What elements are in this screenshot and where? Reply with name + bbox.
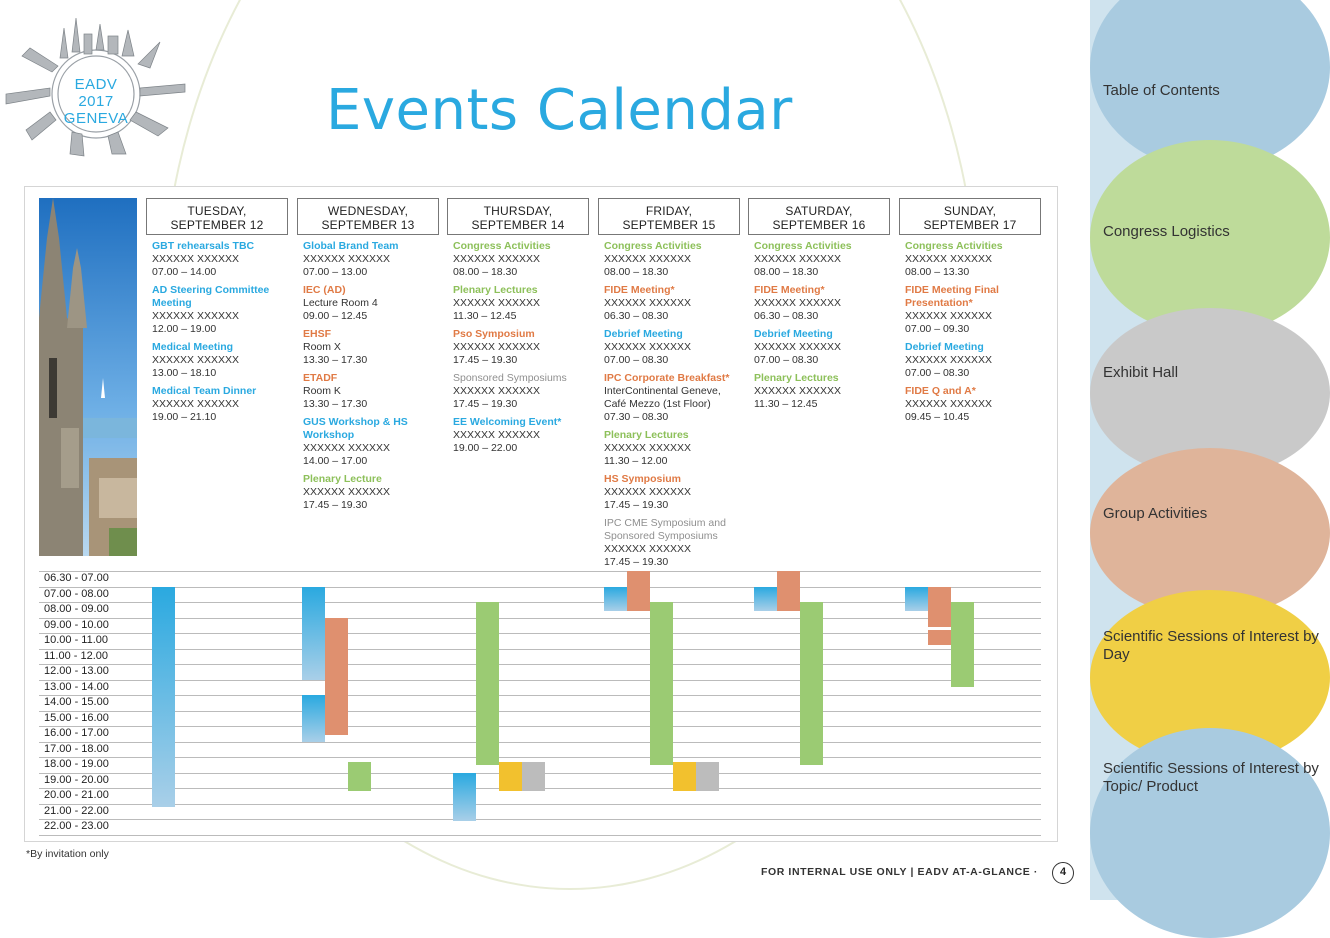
event-item xyxy=(152,240,294,279)
schedule-bar-green xyxy=(951,602,974,687)
event-title: EE Welcoming Event* xyxy=(453,416,562,428)
day-header-friday: FRIDAY, SEPTEMBER 15 xyxy=(598,198,740,235)
schedule-bar-blue xyxy=(152,587,175,807)
tab-congress-logistics[interactable] xyxy=(1090,140,1330,335)
event-item xyxy=(453,372,595,411)
event-title: AD Steering Committee Meeting xyxy=(152,284,270,309)
grid-line xyxy=(39,633,1041,634)
event-item xyxy=(303,284,445,323)
event-title: HS Symposium xyxy=(604,473,682,485)
event-detail: 08.00 – 18.30 xyxy=(453,266,518,278)
time-slot-label: 08.00 - 09.00 xyxy=(44,603,109,615)
time-slot-label: 06.30 - 07.00 xyxy=(44,572,109,584)
grid-line xyxy=(39,804,1041,805)
grid-line xyxy=(39,571,1041,572)
event-item xyxy=(905,284,1047,336)
event-detail: Café Mezzo (1st Floor) xyxy=(604,398,711,410)
event-detail: XXXXXX XXXXXX xyxy=(303,253,390,265)
time-slot-label: 19.00 - 20.00 xyxy=(44,773,109,786)
time-slot-label: 20.00 - 21.00 xyxy=(44,789,109,801)
event-title: FIDE Q and A* xyxy=(905,385,976,397)
grid-line xyxy=(39,819,1041,820)
tab-label: Scientific Sessions of Interest by Topic/ Product xyxy=(1103,760,1319,795)
day-events-saturday xyxy=(754,240,896,416)
grid-line xyxy=(39,742,1041,743)
event-detail: Room X xyxy=(303,341,341,353)
event-title: Plenary Lectures xyxy=(604,429,689,441)
time-slot-label: 21.00 - 22.00 xyxy=(44,804,109,817)
event-title: Debrief Meeting xyxy=(754,328,833,340)
event-title: GBT rehearsals TBC xyxy=(152,240,255,252)
grid-line xyxy=(39,711,1041,712)
event-detail: 14.00 – 17.00 xyxy=(303,455,368,467)
schedule-bar-grey xyxy=(522,762,545,791)
event-title: Pso Symposium xyxy=(453,328,535,340)
section-sidebar xyxy=(1090,0,1319,900)
event-detail: XXXXXX XXXXXX xyxy=(453,385,540,397)
schedule-bar-yellow xyxy=(499,762,522,791)
event-detail: Lecture Room 4 xyxy=(303,297,378,309)
grid-line xyxy=(39,587,1041,588)
schedule-bar-green xyxy=(650,602,673,765)
event-item xyxy=(754,372,896,411)
event-item xyxy=(754,240,896,279)
event-item xyxy=(754,284,896,323)
event-item xyxy=(754,328,896,367)
time-slot-label: 13.00 - 14.00 xyxy=(44,680,109,693)
event-detail: 13.00 – 18.10 xyxy=(152,367,217,379)
day-header-wednesday: WEDNESDAY, SEPTEMBER 13 xyxy=(297,198,439,235)
day-header-tuesday: TUESDAY, SEPTEMBER 12 xyxy=(146,198,288,235)
schedule-bar-blue xyxy=(302,587,325,680)
event-detail: 06.30 – 08.30 xyxy=(604,310,669,322)
event-detail: XXXXXX XXXXXX xyxy=(453,341,540,353)
event-detail: 13.30 – 17.30 xyxy=(303,398,368,410)
event-detail: Room K xyxy=(303,385,341,397)
day-header-sunday: SUNDAY, SEPTEMBER 17 xyxy=(899,198,1041,235)
event-detail: 12.00 – 19.00 xyxy=(152,323,217,335)
event-title: FIDE Meeting* xyxy=(604,284,675,296)
day-header-thursday: THURSDAY, SEPTEMBER 14 xyxy=(447,198,589,235)
footer-text: FOR INTERNAL USE ONLY | EADV AT-A-GLANCE · xyxy=(760,866,1038,878)
event-item xyxy=(152,385,294,424)
tab-label: Table of Contents xyxy=(1103,82,1220,99)
page-title: Events Calendar xyxy=(326,78,793,143)
event-detail: XXXXXX XXXXXX xyxy=(905,398,992,410)
event-detail: 07.00 – 09.30 xyxy=(905,323,970,335)
event-detail: 17.45 – 19.30 xyxy=(303,499,368,511)
event-item xyxy=(604,284,746,323)
event-detail: XXXXXX XXXXXX xyxy=(905,253,992,265)
grid-line xyxy=(39,664,1041,665)
event-item xyxy=(453,240,595,279)
event-title: Congress Activities xyxy=(754,240,852,252)
tab-sessions-by-topic[interactable] xyxy=(1090,728,1330,938)
event-title: ETADF xyxy=(303,372,338,384)
event-item xyxy=(152,341,294,380)
event-detail: XXXXXX XXXXXX xyxy=(604,341,691,353)
schedule-bar-green xyxy=(348,762,371,791)
time-slot-label: 15.00 - 16.00 xyxy=(44,711,109,724)
event-detail: 19.00 – 22.00 xyxy=(453,442,518,454)
schedule-bar-orange xyxy=(928,587,951,627)
event-detail: 17.45 – 19.30 xyxy=(453,398,518,410)
eadv-logo xyxy=(0,8,200,158)
event-title: Plenary Lecture xyxy=(303,473,382,485)
grid-line xyxy=(39,602,1041,603)
event-detail: 17.45 – 19.30 xyxy=(604,499,669,511)
event-item xyxy=(604,372,746,424)
schedule-bar-green xyxy=(800,602,823,765)
event-detail: 06.30 – 08.30 xyxy=(754,310,819,322)
schedule-bar-blue xyxy=(302,695,325,742)
event-detail: XXXXXX XXXXXX xyxy=(152,310,239,322)
schedule-bar-blue xyxy=(604,587,627,612)
event-item xyxy=(905,341,1047,380)
event-detail: XXXXXX XXXXXX xyxy=(604,543,691,555)
time-slot-label: 09.00 - 10.00 xyxy=(44,618,109,631)
event-title: Sponsored Symposiums xyxy=(453,372,567,384)
day-events-tuesday xyxy=(152,240,294,429)
event-detail: 09.00 – 12.45 xyxy=(303,310,368,322)
schedule-bar-blue xyxy=(905,587,928,612)
event-item xyxy=(905,240,1047,279)
event-detail: 11.30 – 12.00 xyxy=(604,455,668,467)
time-slot-label: 10.00 - 11.00 xyxy=(44,634,109,646)
event-title: Plenary Lectures xyxy=(754,372,839,384)
event-title: Congress Activities xyxy=(604,240,702,252)
time-slot-label: 17.00 - 18.00 xyxy=(44,742,109,755)
event-detail: XXXXXX XXXXXX xyxy=(453,253,540,265)
event-item xyxy=(453,328,595,367)
grid-line xyxy=(39,757,1041,758)
grid-line xyxy=(39,618,1041,619)
schedule-bar-blue xyxy=(453,773,476,821)
event-detail: 17.45 – 19.30 xyxy=(604,556,669,568)
event-item xyxy=(303,240,445,279)
event-detail: InterContinental Geneve, xyxy=(604,385,721,397)
event-item xyxy=(152,284,294,336)
event-title: Global Brand Team xyxy=(303,240,399,252)
grid-line xyxy=(39,726,1041,727)
schedule-bar-orange xyxy=(928,630,951,646)
event-detail: XXXXXX XXXXXX xyxy=(754,297,841,309)
event-detail: 08.00 – 18.30 xyxy=(604,266,669,278)
event-detail: 13.30 – 17.30 xyxy=(303,354,368,366)
time-slot-label: 16.00 - 17.00 xyxy=(44,727,109,739)
event-title: IPC Corporate Breakfast* xyxy=(604,372,730,384)
event-title: Plenary Lectures xyxy=(453,284,538,296)
schedule-bar-orange xyxy=(627,571,650,611)
geneva-cathedral-photo xyxy=(39,198,137,556)
day-header-saturday: SATURDAY, SEPTEMBER 16 xyxy=(748,198,890,235)
event-detail: 07.00 – 08.30 xyxy=(604,354,669,366)
event-detail: XXXXXX XXXXXX xyxy=(604,297,691,309)
time-slot-label: 22.00 - 23.00 xyxy=(44,820,109,832)
day-events-friday xyxy=(604,240,746,574)
event-title: Debrief Meeting xyxy=(905,341,984,353)
event-detail: 07.00 – 14.00 xyxy=(152,266,217,278)
event-item xyxy=(604,429,746,468)
schedule-bar-grey xyxy=(696,762,719,791)
event-detail: XXXXXX XXXXXX xyxy=(303,442,390,454)
event-title: IPC CME Symposium and Sponsored Symposiums xyxy=(604,517,726,542)
event-detail: 17.45 – 19.30 xyxy=(453,354,518,366)
event-item xyxy=(604,240,746,279)
event-detail: XXXXXX XXXXXX xyxy=(905,354,992,366)
schedule-bar-yellow xyxy=(673,762,696,791)
time-slot-label: 14.00 - 15.00 xyxy=(44,696,109,708)
event-detail: XXXXXX XXXXXX xyxy=(604,486,691,498)
event-item xyxy=(604,328,746,367)
footnote: *By invitation only xyxy=(26,848,109,860)
event-detail: XXXXXX XXXXXX xyxy=(303,486,390,498)
time-slot-label: 11.00 - 12.00 xyxy=(44,649,109,662)
event-detail: XXXXXX XXXXXX xyxy=(754,341,841,353)
event-detail: 11.30 – 12.45 xyxy=(453,310,517,322)
event-title: IEC (AD) xyxy=(303,284,346,296)
event-title: Congress Activities xyxy=(453,240,551,252)
time-slot-label: 18.00 - 19.00 xyxy=(44,758,109,770)
event-title: Congress Activities xyxy=(905,240,1003,252)
time-slot-label: 12.00 - 13.00 xyxy=(44,665,109,677)
day-events-sunday xyxy=(905,240,1047,429)
event-item xyxy=(453,284,595,323)
page-number: 4 xyxy=(1052,862,1074,884)
event-detail: XXXXXX XXXXXX xyxy=(604,253,691,265)
event-detail: XXXXXX XXXXXX xyxy=(152,398,239,410)
event-item xyxy=(604,517,746,569)
tab-label: Exhibit Hall xyxy=(1103,364,1179,381)
schedule-bar-green xyxy=(476,602,499,765)
event-detail: XXXXXX XXXXXX xyxy=(754,253,841,265)
event-item xyxy=(453,416,595,455)
event-item xyxy=(604,473,746,512)
event-detail: XXXXXX XXXXXX xyxy=(453,429,540,441)
event-detail: 11.30 – 12.45 xyxy=(754,398,818,410)
schedule-bar-orange xyxy=(777,571,800,611)
event-detail: 07.00 – 08.30 xyxy=(905,367,970,379)
event-title: GUS Workshop & HS Workshop xyxy=(303,416,408,441)
event-item xyxy=(303,328,445,367)
event-title: FIDE Meeting Final Presentation* xyxy=(905,284,999,309)
logo-text: EADV 2017 GENEVA xyxy=(63,76,129,127)
event-item xyxy=(303,416,445,468)
tab-label: Group Activities xyxy=(1103,505,1208,522)
day-events-thursday xyxy=(453,240,595,460)
event-detail: XXXXXX XXXXXX xyxy=(152,253,239,265)
event-title: Debrief Meeting xyxy=(604,328,683,340)
event-detail: XXXXXX XXXXXX xyxy=(905,310,992,322)
grid-line xyxy=(39,695,1041,696)
event-item xyxy=(303,372,445,411)
event-detail: XXXXXX XXXXXX xyxy=(152,354,239,366)
event-item xyxy=(905,385,1047,424)
event-item xyxy=(303,473,445,512)
day-events-wednesday xyxy=(303,240,445,517)
event-title: FIDE Meeting* xyxy=(754,284,825,296)
event-detail: XXXXXX XXXXXX xyxy=(453,297,540,309)
event-detail: 07.00 – 13.00 xyxy=(303,266,368,278)
event-title: Medical Team Dinner xyxy=(152,385,257,397)
tab-label: Congress Logistics xyxy=(1103,223,1230,240)
event-detail: 19.00 – 21.10 xyxy=(152,411,217,423)
event-detail: 07.00 – 08.30 xyxy=(754,354,819,366)
grid-line xyxy=(39,680,1041,681)
event-title: Medical Meeting xyxy=(152,341,234,353)
schedule-bar-orange xyxy=(325,618,348,736)
event-title: EHSF xyxy=(303,328,332,340)
event-detail: 07.30 – 08.30 xyxy=(604,411,669,423)
schedule-bar-blue xyxy=(754,587,777,612)
tab-label: Scientific Sessions of Interest by Day xyxy=(1103,628,1319,663)
grid-line xyxy=(39,649,1041,650)
event-detail: 08.00 – 13.30 xyxy=(905,266,970,278)
event-detail: 08.00 – 18.30 xyxy=(754,266,819,278)
event-detail: 09.45 – 10.45 xyxy=(905,411,970,423)
event-detail: XXXXXX XXXXXX xyxy=(754,385,841,397)
grid-line xyxy=(39,835,1041,836)
time-slot-label: 07.00 - 08.00 xyxy=(44,587,109,600)
event-detail: XXXXXX XXXXXX xyxy=(604,442,691,454)
